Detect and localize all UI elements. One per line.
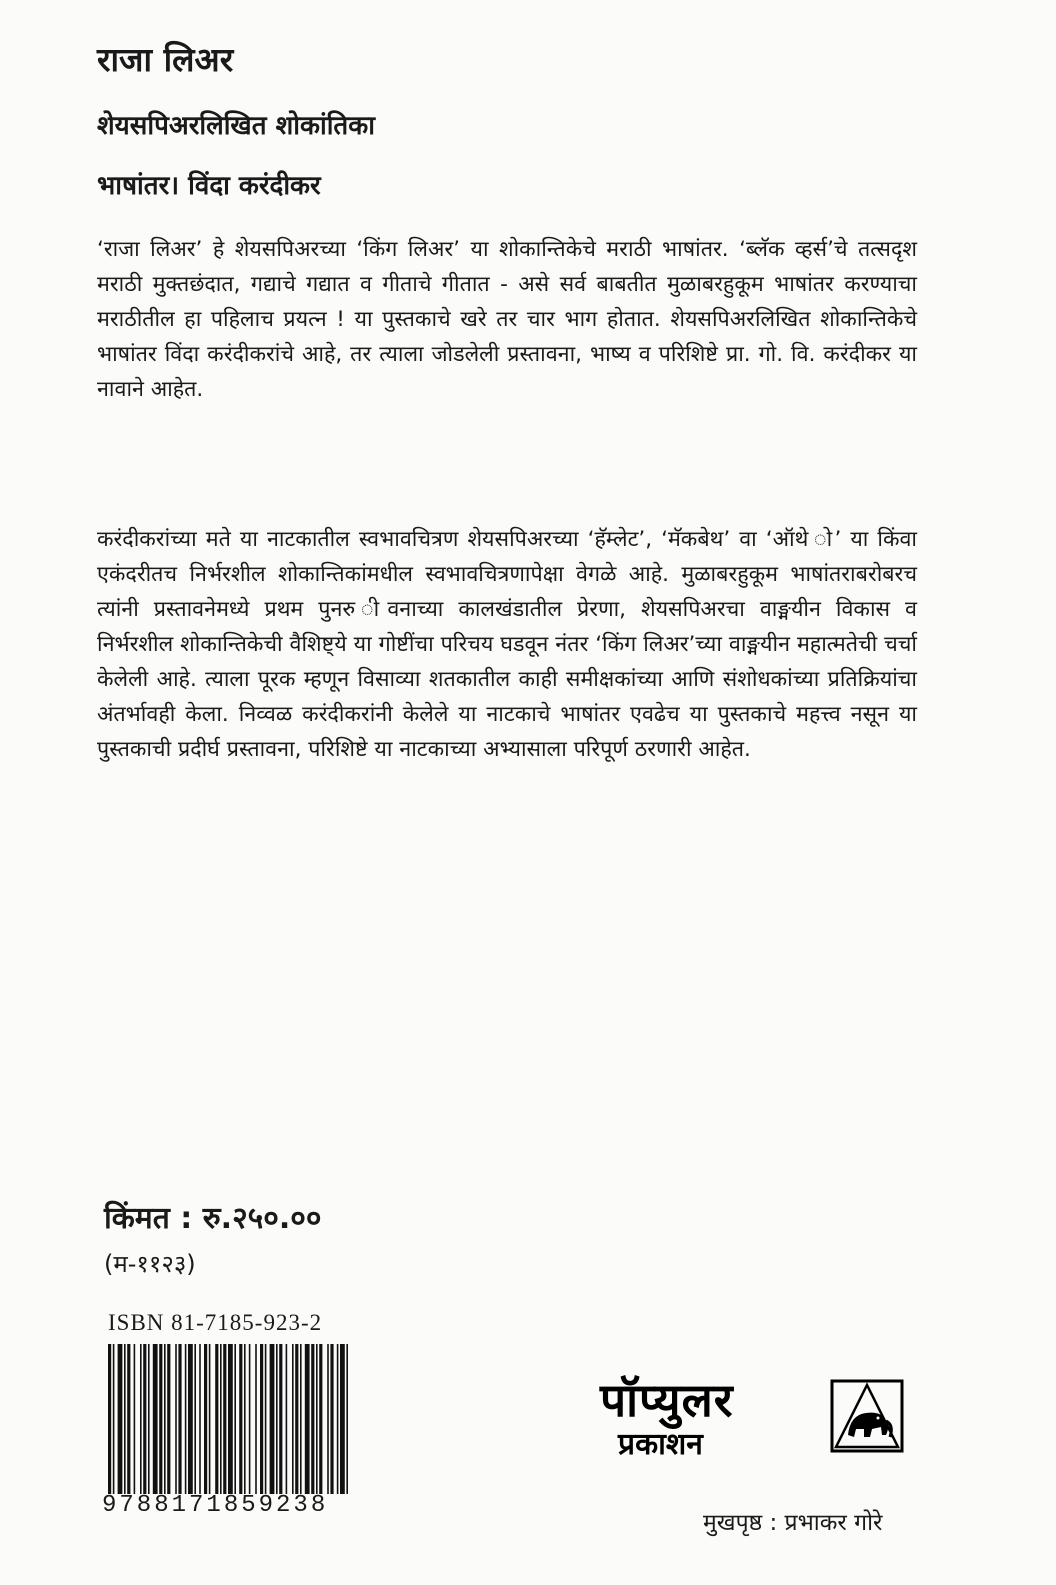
barcode-bar <box>300 1344 302 1494</box>
barcode-bar <box>244 1344 246 1494</box>
barcode-bar <box>340 1344 345 1494</box>
barcode-bar <box>209 1344 211 1494</box>
barcode-bar <box>113 1344 115 1494</box>
barcode-bar <box>239 1344 242 1494</box>
barcode-bar <box>279 1344 282 1494</box>
barcode-bar <box>124 1344 126 1494</box>
barcode-bar <box>108 1344 111 1494</box>
barcode-bar <box>249 1344 251 1494</box>
book-subtitle: शेयसपिअरलिखित शोकांतिका <box>97 111 375 141</box>
barcode-bar <box>204 1344 207 1494</box>
publisher-name-line2: प्रकाशन <box>618 1427 703 1462</box>
barcode-bar <box>164 1344 166 1494</box>
barcode-bar <box>265 1344 267 1494</box>
barcode-bar <box>295 1344 298 1494</box>
barcode-bar <box>337 1344 339 1494</box>
barcode-bar <box>220 1344 222 1494</box>
barcode-bar <box>178 1344 181 1494</box>
blurb-paragraph-2: करंदीकरांच्या मते या नाटकातील स्वभावचित्रण शेयसपिअरच्या ‘हॅम्लेट’, ‘मॅकबेथ’ वा ‘ऑथे ो’ या किंवा एकंदरीतच निर्भरशील शोकान्तिकांमधील स्वभावचित्रणापेक्षा वेगळे आहे. मुळाबरहुकूम भाषांतराबरोबरच त्यांनी प्रस्तावनेमध्ये प्रथम पुनरु ीवनाच्या कालखंडातील प्रेरणा, शेयसपिअरचा वाङ्मयीन विकास व निर्भरशील शोकान्तिकेची वैशिष्ट्ये या गोष्टींचा परिचय घडवून नंतर ‘किंग लिअर’च्या वाङ्मयीन महात्मतेची चर्चा केलेली आहे. त्याला पूरक म्हणून विसाव्या शतकातील काही समीक्षकांच्या आणि संशोधकांच्या प्रतिक्रियांचा अंतर्भावही केला. निव्वळ करंदीकरांनी केलेले या नाटकाचे भाषांतर एवढेच या पुस्तकाचे महत्त्व नसून या पुस्तकाची प्रदीर्घ प्रस्तावना, परिशिष्टे या नाटकाच्या अभ्यासाला परिपूर्ण ठरणारी आहेत. <box>97 527 917 762</box>
barcode-bar <box>234 1344 236 1494</box>
catalog-code: (म-११२३) <box>104 1250 196 1278</box>
barcode-bar <box>143 1344 146 1494</box>
barcode-bar <box>194 1344 196 1494</box>
barcode-digits: 9788171859238 <box>102 1492 329 1519</box>
barcode-bar <box>127 1344 130 1494</box>
translator-line: भाषांतर। विंदा करंदीकर <box>97 171 321 201</box>
barcode-bar <box>330 1344 333 1494</box>
barcode-bar <box>188 1344 193 1494</box>
barcode-bar <box>185 1344 187 1494</box>
barcode-bar <box>319 1344 322 1494</box>
barcode-bar <box>260 1344 263 1494</box>
barcode-icon <box>104 1344 354 1494</box>
barcode-bar <box>199 1344 201 1494</box>
barcode-bar <box>327 1344 329 1494</box>
barcode-bar <box>276 1344 278 1494</box>
barcode-bar <box>292 1344 294 1494</box>
barcode-bar <box>140 1344 142 1494</box>
barcode-bar <box>159 1344 162 1494</box>
barcode-bar <box>305 1344 310 1494</box>
cover-credit: मुखपृष्ठ : प्रभाकर गोरे <box>703 1510 883 1536</box>
publisher-name-line1: पॉप्युलर <box>600 1373 734 1427</box>
barcode-bar <box>167 1344 170 1494</box>
barcode-bar <box>223 1344 226 1494</box>
price-label: किंमत : रु.२५०.०० <box>104 1201 322 1236</box>
barcode-bar <box>153 1344 158 1494</box>
barcode-bar <box>286 1344 288 1494</box>
barcode-bar <box>270 1344 275 1494</box>
book-title: राजा लिअर <box>97 40 234 79</box>
barcode-bar <box>316 1344 318 1494</box>
blurb-paragraph-1: ‘राजा लिअर’ हे शेयसपिअरच्या ‘किंग लिअर’ या शोकान्तिकेचे मराठी भाषांतर. ‘ब्लॅक व्हर्स’चे तत्सदृश मराठी मुक्तछंदात, गद्याचे गद्यात व गीताचे गीतात - असे सर्व बाबतीत मुळाबरहुकूम भाषांतर करण्याचा मराठीतील हा पहिलाच प्रयत्न ! या पुस्तकाचे खरे तर चार भाग होतात. शेयसपिअरलिखित शोकान्तिकेचे भाषांतर विंदा करंदीकरांचे आहे, तर त्याला जोडलेली प्रस्तावना, भाष्य व परिशिष्टे प्रा. गो. वि. करंदीकर या नावाने आहेत. <box>97 237 917 402</box>
barcode-bar <box>118 1344 123 1494</box>
elephant-logo-icon <box>826 1375 908 1457</box>
isbn-label: ISBN 81-7185-923-2 <box>108 1310 323 1335</box>
barcode-bar <box>311 1344 314 1494</box>
barcode-bar <box>148 1344 150 1494</box>
barcode-bar <box>255 1344 257 1494</box>
barcode-bar <box>228 1344 233 1494</box>
barcode-bar <box>175 1344 177 1494</box>
barcode-bar <box>134 1344 136 1494</box>
barcode-bar <box>215 1344 218 1494</box>
barcode-bar <box>346 1344 348 1494</box>
